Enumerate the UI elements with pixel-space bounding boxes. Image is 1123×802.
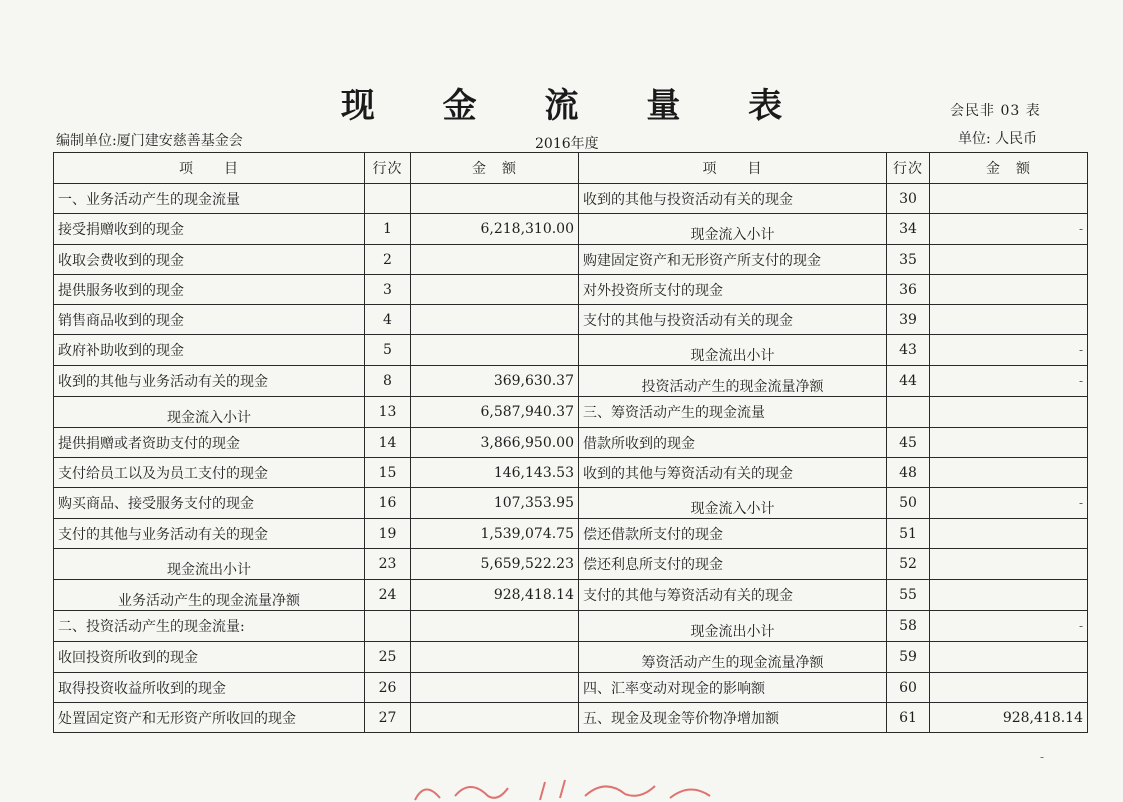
table-row xyxy=(54,335,1088,366)
right-item-label: 现金流入小计 xyxy=(579,214,887,245)
table-row xyxy=(54,184,1088,214)
left-item-label: 销售商品收到的现金 xyxy=(54,305,365,335)
right-row-number: 36 xyxy=(887,275,930,305)
right-item-label: 对外投资所支付的现金 xyxy=(579,275,887,305)
right-row-number: 59 xyxy=(887,642,930,673)
left-item-label: 现金流出小计 xyxy=(54,549,365,580)
right-amount: - xyxy=(930,335,1088,366)
table-row xyxy=(54,611,1088,642)
left-row-number xyxy=(365,611,411,642)
right-amount xyxy=(930,305,1088,335)
right-amount xyxy=(930,673,1088,703)
left-amount xyxy=(411,305,579,335)
handwritten-mark: - xyxy=(1040,750,1045,764)
right-amount xyxy=(930,275,1088,305)
left-item-label: 收取会费收到的现金 xyxy=(54,245,365,275)
left-row-number: 4 xyxy=(365,305,411,335)
right-row-number: 43 xyxy=(887,335,930,366)
table-row xyxy=(54,245,1088,275)
table-row xyxy=(54,458,1088,488)
left-amount xyxy=(411,184,579,214)
right-row-number xyxy=(887,397,930,428)
left-row-number: 15 xyxy=(365,458,411,488)
right-row-number: 34 xyxy=(887,214,930,245)
left-item-label: 接受捐赠收到的现金 xyxy=(54,214,365,245)
right-item-label: 四、汇率变动对现金的影响额 xyxy=(579,673,887,703)
document-title: 现 金 流 量 表 xyxy=(340,86,811,126)
table-row xyxy=(54,703,1088,733)
right-amount: - xyxy=(930,611,1088,642)
currency-unit-label: 单位: 人民币 xyxy=(958,131,1038,147)
left-amount: 6,218,310.00 xyxy=(411,214,579,245)
left-row-number: 25 xyxy=(365,642,411,673)
right-item-label: 五、现金及现金等价物净增加额 xyxy=(579,703,887,733)
left-row-number: 26 xyxy=(365,673,411,703)
header-item-right: 项 目 xyxy=(579,153,887,184)
right-amount: - xyxy=(930,366,1088,397)
left-item-label: 收到的其他与业务活动有关的现金 xyxy=(54,366,365,397)
left-amount xyxy=(411,275,579,305)
right-amount xyxy=(930,428,1088,458)
right-amount xyxy=(930,519,1088,549)
left-item-label: 业务活动产生的现金流量净额 xyxy=(54,580,365,611)
header-row-number-right: 行次 xyxy=(887,153,930,184)
right-amount: 928,418.14 xyxy=(930,703,1088,733)
right-item-label: 偿还利息所支付的现金 xyxy=(579,549,887,580)
right-row-number: 45 xyxy=(887,428,930,458)
table-row xyxy=(54,642,1088,673)
left-item-label: 现金流入小计 xyxy=(54,397,365,428)
right-item-label: 三、筹资活动产生的现金流量 xyxy=(579,397,887,428)
right-item-label: 收到的其他与筹资活动有关的现金 xyxy=(579,458,887,488)
left-row-number: 19 xyxy=(365,519,411,549)
right-item-label: 支付的其他与投资活动有关的现金 xyxy=(579,305,887,335)
right-amount: - xyxy=(930,488,1088,519)
left-amount: 369,630.37 xyxy=(411,366,579,397)
table-row xyxy=(54,428,1088,458)
left-amount xyxy=(411,673,579,703)
left-amount: 6,587,940.37 xyxy=(411,397,579,428)
left-row-number: 23 xyxy=(365,549,411,580)
left-item-label: 取得投资收益所收到的现金 xyxy=(54,673,365,703)
left-item-label: 二、投资活动产生的现金流量: xyxy=(54,611,365,642)
left-item-label: 支付的其他与业务活动有关的现金 xyxy=(54,519,365,549)
right-row-number: 39 xyxy=(887,305,930,335)
right-item-label: 收到的其他与投资活动有关的现金 xyxy=(579,184,887,214)
left-amount: 1,539,074.75 xyxy=(411,519,579,549)
right-row-number: 52 xyxy=(887,549,930,580)
right-row-number: 35 xyxy=(887,245,930,275)
left-row-number: 1 xyxy=(365,214,411,245)
left-amount: 107,353.95 xyxy=(411,488,579,519)
right-row-number: 30 xyxy=(887,184,930,214)
header-amount: 金 额 xyxy=(411,153,579,184)
header-amount-right: 金 额 xyxy=(930,153,1088,184)
left-row-number: 27 xyxy=(365,703,411,733)
left-row-number: 16 xyxy=(365,488,411,519)
right-item-label: 筹资活动产生的现金流量净额 xyxy=(579,642,887,673)
left-item-label: 收回投资所收到的现金 xyxy=(54,642,365,673)
right-row-number: 44 xyxy=(887,366,930,397)
right-amount xyxy=(930,184,1088,214)
left-amount: 3,866,950.00 xyxy=(411,428,579,458)
header-item: 项 目 xyxy=(54,153,365,184)
left-row-number xyxy=(365,184,411,214)
left-row-number: 14 xyxy=(365,428,411,458)
right-item-label: 偿还借款所支付的现金 xyxy=(579,519,887,549)
left-row-number: 5 xyxy=(365,335,411,366)
left-item-label: 提供服务收到的现金 xyxy=(54,275,365,305)
right-row-number: 58 xyxy=(887,611,930,642)
right-amount xyxy=(930,397,1088,428)
red-stamp-fragment xyxy=(410,778,730,802)
left-item-label: 一、业务活动产生的现金流量 xyxy=(54,184,365,214)
table-row xyxy=(54,397,1088,428)
left-item-label: 支付给员工以及为员工支付的现金 xyxy=(54,458,365,488)
right-row-number: 60 xyxy=(887,673,930,703)
right-amount xyxy=(930,642,1088,673)
left-amount: 928,418.14 xyxy=(411,580,579,611)
left-amount xyxy=(411,245,579,275)
header-row-number: 行次 xyxy=(365,153,411,184)
left-item-label: 处置固定资产和无形资产所收回的现金 xyxy=(54,703,365,733)
left-row-number: 8 xyxy=(365,366,411,397)
left-amount: 146,143.53 xyxy=(411,458,579,488)
right-item-label: 购建固定资产和无形资产所支付的现金 xyxy=(579,245,887,275)
right-item-label: 投资活动产生的现金流量净额 xyxy=(579,366,887,397)
right-amount: - xyxy=(930,214,1088,245)
right-item-label: 借款所收到的现金 xyxy=(579,428,887,458)
table-row xyxy=(54,488,1088,519)
left-row-number: 3 xyxy=(365,275,411,305)
left-row-number: 13 xyxy=(365,397,411,428)
period-label: 2016年度 xyxy=(535,136,599,152)
right-item-label: 支付的其他与筹资活动有关的现金 xyxy=(579,580,887,611)
right-item-label: 现金流入小计 xyxy=(579,488,887,519)
table-row xyxy=(54,549,1088,580)
right-item-label: 现金流出小计 xyxy=(579,335,887,366)
table-row xyxy=(54,673,1088,703)
table-row xyxy=(54,214,1088,245)
table-row xyxy=(54,580,1088,611)
right-amount xyxy=(930,580,1088,611)
table-row xyxy=(54,366,1088,397)
right-item-label: 现金流出小计 xyxy=(579,611,887,642)
organization-label: 编制单位:厦门建安慈善基金会 xyxy=(56,133,243,149)
table-header-row xyxy=(54,153,1088,184)
left-amount xyxy=(411,335,579,366)
left-amount xyxy=(411,703,579,733)
left-item-label: 购买商品、接受服务支付的现金 xyxy=(54,488,365,519)
right-row-number: 48 xyxy=(887,458,930,488)
right-row-number: 55 xyxy=(887,580,930,611)
left-amount xyxy=(411,611,579,642)
form-code: 会民非 03 表 xyxy=(950,103,1041,119)
right-amount xyxy=(930,245,1088,275)
left-row-number: 2 xyxy=(365,245,411,275)
left-item-label: 政府补助收到的现金 xyxy=(54,335,365,366)
left-amount xyxy=(411,642,579,673)
right-row-number: 61 xyxy=(887,703,930,733)
left-amount: 5,659,522.23 xyxy=(411,549,579,580)
right-row-number: 50 xyxy=(887,488,930,519)
table-row xyxy=(54,275,1088,305)
left-row-number: 24 xyxy=(365,580,411,611)
left-item-label: 提供捐赠或者资助支付的现金 xyxy=(54,428,365,458)
right-amount xyxy=(930,458,1088,488)
table-row xyxy=(54,519,1088,549)
cash-flow-table xyxy=(53,152,1088,733)
table-row xyxy=(54,305,1088,335)
right-row-number: 51 xyxy=(887,519,930,549)
right-amount xyxy=(930,549,1088,580)
